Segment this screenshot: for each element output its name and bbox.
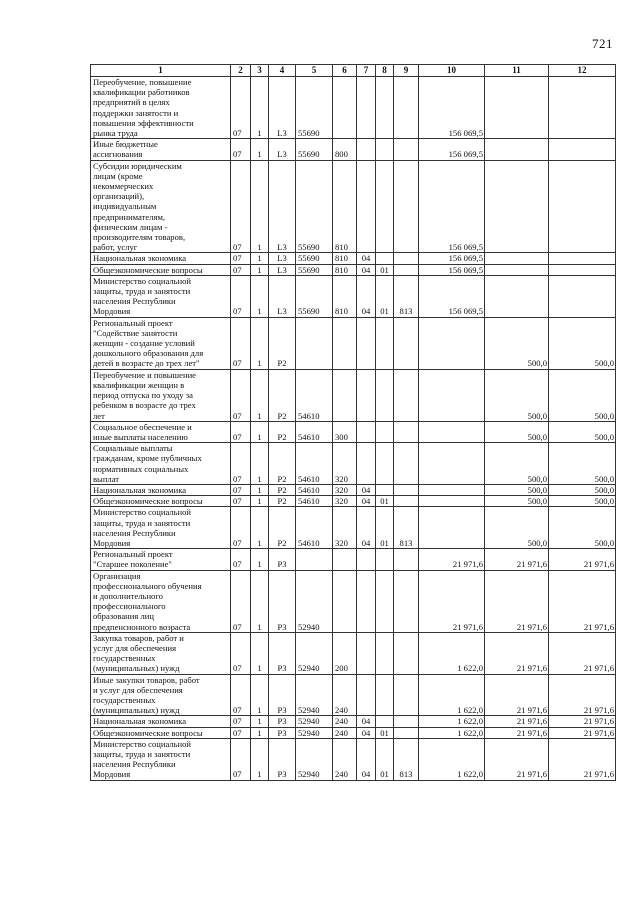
- column-header-12: 12: [549, 65, 616, 77]
- cell-col-11: 21 971,6: [485, 549, 549, 570]
- cell-col-2: 07: [231, 570, 251, 632]
- cell-col-8: [376, 674, 394, 716]
- row-label: Национальная экономика: [91, 484, 231, 495]
- cell-col-4: P3: [269, 716, 296, 727]
- cell-col-5: 54610: [296, 484, 333, 495]
- cell-col-3: 1: [251, 674, 269, 716]
- table-row: [91, 421, 616, 442]
- cell-col-12: 500,0: [549, 507, 616, 549]
- cell-col-10: [419, 421, 485, 442]
- cell-col-8: [376, 317, 394, 369]
- table-row: [91, 369, 616, 421]
- cell-col-10: 156 069,5: [419, 264, 485, 275]
- cell-col-8: 01: [376, 738, 394, 780]
- cell-col-10: 156 069,5: [419, 77, 485, 139]
- row-label: Иные закупки товаров, работ и услуг для обеспечения государственных (муниципальных) нужд: [91, 674, 231, 716]
- row-label: Министерство социальной защиты, труда и занятости населения Республики Мордовия: [91, 507, 231, 549]
- table-row: [91, 275, 616, 317]
- cell-col-3: 1: [251, 570, 269, 632]
- cell-col-2: 07: [231, 674, 251, 716]
- cell-col-3: 1: [251, 253, 269, 264]
- cell-col-10: [419, 507, 485, 549]
- table-row: [91, 727, 616, 738]
- cell-col-2: 07: [231, 275, 251, 317]
- cell-col-8: [376, 484, 394, 495]
- cell-col-2: 07: [231, 264, 251, 275]
- column-header-9: 9: [394, 65, 419, 77]
- cell-col-5: 52940: [296, 716, 333, 727]
- cell-col-10: [419, 496, 485, 507]
- cell-col-7: [357, 549, 376, 570]
- column-header-11: 11: [485, 65, 549, 77]
- column-header-3: 3: [251, 65, 269, 77]
- column-header-5: 5: [296, 65, 333, 77]
- row-label: Переобучение, повышение квалификации работников предприятий в целях поддержки занятости и повышения эффективности рынка труда: [91, 77, 231, 139]
- row-label: Закупка товаров, работ и услуг для обеспечения государственных (муниципальных) нужд: [91, 632, 231, 674]
- cell-col-7: 04: [357, 496, 376, 507]
- cell-col-6: 320: [333, 507, 357, 549]
- cell-col-10: [419, 484, 485, 495]
- cell-col-6: 810: [333, 253, 357, 264]
- cell-col-8: 01: [376, 275, 394, 317]
- cell-col-8: 01: [376, 496, 394, 507]
- cell-col-5: 52940: [296, 727, 333, 738]
- cell-col-9: [394, 77, 419, 139]
- cell-col-5: [296, 317, 333, 369]
- cell-col-9: [394, 443, 419, 485]
- cell-col-10: 1 622,0: [419, 632, 485, 674]
- cell-col-5: [296, 549, 333, 570]
- cell-col-2: 07: [231, 369, 251, 421]
- cell-col-6: [333, 77, 357, 139]
- cell-col-10: 21 971,6: [419, 570, 485, 632]
- cell-col-4: P2: [269, 484, 296, 495]
- table-row: [91, 317, 616, 369]
- row-label: Региональный проект "Старшее поколение": [91, 549, 231, 570]
- cell-col-4: L3: [269, 160, 296, 253]
- cell-col-7: 04: [357, 253, 376, 264]
- cell-col-6: 810: [333, 264, 357, 275]
- cell-col-5: 54610: [296, 369, 333, 421]
- cell-col-12: [549, 139, 616, 160]
- cell-col-5: 54610: [296, 507, 333, 549]
- cell-col-6: [333, 369, 357, 421]
- cell-col-8: [376, 443, 394, 485]
- cell-col-3: 1: [251, 275, 269, 317]
- cell-col-7: [357, 674, 376, 716]
- cell-col-9: [394, 317, 419, 369]
- cell-col-12: [549, 264, 616, 275]
- cell-col-7: [357, 317, 376, 369]
- cell-col-9: [394, 674, 419, 716]
- cell-col-7: [357, 570, 376, 632]
- cell-col-2: 07: [231, 716, 251, 727]
- cell-col-7: 04: [357, 507, 376, 549]
- cell-col-8: [376, 77, 394, 139]
- row-label: Общеэкономические вопросы: [91, 727, 231, 738]
- cell-col-8: [376, 632, 394, 674]
- table-row: [91, 507, 616, 549]
- cell-col-12: [549, 160, 616, 253]
- cell-col-12: 500,0: [549, 317, 616, 369]
- cell-col-3: 1: [251, 738, 269, 780]
- cell-col-8: [376, 570, 394, 632]
- cell-col-9: [394, 496, 419, 507]
- cell-col-11: 21 971,6: [485, 738, 549, 780]
- cell-col-3: 1: [251, 421, 269, 442]
- cell-col-2: 07: [231, 443, 251, 485]
- cell-col-2: 07: [231, 139, 251, 160]
- cell-col-12: 500,0: [549, 443, 616, 485]
- cell-col-12: 500,0: [549, 369, 616, 421]
- cell-col-10: 156 069,5: [419, 253, 485, 264]
- table-row: [91, 549, 616, 570]
- column-header-8: 8: [376, 65, 394, 77]
- cell-col-5: 55690: [296, 139, 333, 160]
- table-row: [91, 160, 616, 253]
- cell-col-12: 21 971,6: [549, 570, 616, 632]
- cell-col-12: 21 971,6: [549, 674, 616, 716]
- cell-col-5: 52940: [296, 632, 333, 674]
- cell-col-6: 800: [333, 139, 357, 160]
- cell-col-11: 21 971,6: [485, 632, 549, 674]
- cell-col-4: L3: [269, 139, 296, 160]
- budget-table: [90, 64, 616, 781]
- cell-col-4: P3: [269, 674, 296, 716]
- table-row: [91, 632, 616, 674]
- cell-col-5: 54610: [296, 421, 333, 442]
- row-label: Социальные выплаты гражданам, кроме публичных нормативных социальных выплат: [91, 443, 231, 485]
- cell-col-9: 813: [394, 507, 419, 549]
- cell-col-10: [419, 443, 485, 485]
- cell-col-10: 1 622,0: [419, 727, 485, 738]
- cell-col-5: 55690: [296, 275, 333, 317]
- cell-col-7: [357, 139, 376, 160]
- cell-col-7: [357, 77, 376, 139]
- cell-col-10: 156 069,5: [419, 139, 485, 160]
- cell-col-6: 810: [333, 275, 357, 317]
- cell-col-9: [394, 139, 419, 160]
- cell-col-3: 1: [251, 716, 269, 727]
- cell-col-5: 52940: [296, 674, 333, 716]
- cell-col-2: 07: [231, 77, 251, 139]
- cell-col-11: [485, 264, 549, 275]
- cell-col-9: [394, 253, 419, 264]
- cell-col-6: 200: [333, 632, 357, 674]
- cell-col-12: 500,0: [549, 484, 616, 495]
- cell-col-4: P2: [269, 496, 296, 507]
- cell-col-3: 1: [251, 139, 269, 160]
- table-row: [91, 253, 616, 264]
- cell-col-2: 07: [231, 496, 251, 507]
- cell-col-8: [376, 160, 394, 253]
- cell-col-4: P2: [269, 421, 296, 442]
- page-number: 721: [592, 36, 613, 51]
- cell-col-10: [419, 317, 485, 369]
- cell-col-7: 04: [357, 264, 376, 275]
- cell-col-11: 500,0: [485, 369, 549, 421]
- cell-col-5: 52940: [296, 738, 333, 780]
- cell-col-3: 1: [251, 507, 269, 549]
- cell-col-5: 55690: [296, 77, 333, 139]
- header-row: [91, 65, 616, 77]
- cell-col-8: 01: [376, 507, 394, 549]
- cell-col-7: 04: [357, 738, 376, 780]
- cell-col-5: 55690: [296, 160, 333, 253]
- column-header-7: 7: [357, 65, 376, 77]
- cell-col-7: [357, 369, 376, 421]
- cell-col-4: P3: [269, 727, 296, 738]
- cell-col-7: [357, 421, 376, 442]
- cell-col-4: P3: [269, 632, 296, 674]
- cell-col-5: 52940: [296, 570, 333, 632]
- cell-col-7: [357, 160, 376, 253]
- cell-col-7: [357, 443, 376, 485]
- cell-col-3: 1: [251, 496, 269, 507]
- cell-col-11: [485, 275, 549, 317]
- row-label: Региональный проект "Содействие занятости женщин - создание условий дошкольного образования для детей в возрасте до трех лет": [91, 317, 231, 369]
- cell-col-10: 156 069,5: [419, 275, 485, 317]
- cell-col-4: L3: [269, 77, 296, 139]
- cell-col-12: 500,0: [549, 421, 616, 442]
- row-label: Министерство социальной защиты, труда и занятости населения Республики Мордовия: [91, 275, 231, 317]
- cell-col-3: 1: [251, 727, 269, 738]
- row-label: Общеэкономические вопросы: [91, 264, 231, 275]
- cell-col-6: 810: [333, 160, 357, 253]
- cell-col-3: 1: [251, 317, 269, 369]
- cell-col-8: [376, 421, 394, 442]
- cell-col-3: 1: [251, 443, 269, 485]
- cell-col-3: 1: [251, 484, 269, 495]
- cell-col-9: [394, 549, 419, 570]
- cell-col-10: 1 622,0: [419, 738, 485, 780]
- cell-col-3: 1: [251, 549, 269, 570]
- table-row: [91, 674, 616, 716]
- row-label: Организация профессионального обучения и дополнительного профессионального образования лиц предпенсионного возраста: [91, 570, 231, 632]
- cell-col-3: 1: [251, 369, 269, 421]
- cell-col-10: 21 971,6: [419, 549, 485, 570]
- cell-col-11: 21 971,6: [485, 727, 549, 738]
- cell-col-5: 55690: [296, 264, 333, 275]
- cell-col-4: P2: [269, 443, 296, 485]
- cell-col-3: 1: [251, 160, 269, 253]
- cell-col-5: 54610: [296, 443, 333, 485]
- table-row: [91, 484, 616, 495]
- cell-col-9: [394, 632, 419, 674]
- cell-col-9: [394, 570, 419, 632]
- cell-col-10: 1 622,0: [419, 716, 485, 727]
- table-row: [91, 77, 616, 139]
- cell-col-11: [485, 253, 549, 264]
- cell-col-12: 21 971,6: [549, 632, 616, 674]
- row-label: Переобучение и повышение квалификации женщин в период отпуска по уходу за ребенком в возрасте до трех лет: [91, 369, 231, 421]
- cell-col-6: 300: [333, 421, 357, 442]
- column-header-10: 10: [419, 65, 485, 77]
- cell-col-12: 21 971,6: [549, 727, 616, 738]
- cell-col-9: [394, 421, 419, 442]
- cell-col-9: [394, 727, 419, 738]
- cell-col-8: [376, 716, 394, 727]
- column-header-2: 2: [231, 65, 251, 77]
- cell-col-12: 21 971,6: [549, 716, 616, 727]
- cell-col-2: 07: [231, 738, 251, 780]
- cell-col-6: 240: [333, 727, 357, 738]
- cell-col-6: 320: [333, 496, 357, 507]
- cell-col-8: [376, 139, 394, 160]
- cell-col-8: [376, 549, 394, 570]
- cell-col-4: P2: [269, 317, 296, 369]
- cell-col-2: 07: [231, 421, 251, 442]
- cell-col-2: 07: [231, 160, 251, 253]
- cell-col-5: 54610: [296, 496, 333, 507]
- cell-col-11: 500,0: [485, 496, 549, 507]
- cell-col-4: P3: [269, 549, 296, 570]
- cell-col-9: [394, 160, 419, 253]
- cell-col-5: 55690: [296, 253, 333, 264]
- cell-col-4: L3: [269, 275, 296, 317]
- cell-col-11: 500,0: [485, 421, 549, 442]
- table-row: [91, 496, 616, 507]
- cell-col-12: [549, 77, 616, 139]
- cell-col-2: 07: [231, 484, 251, 495]
- cell-col-2: 07: [231, 632, 251, 674]
- table-row: [91, 139, 616, 160]
- cell-col-3: 1: [251, 77, 269, 139]
- cell-col-8: 01: [376, 727, 394, 738]
- cell-col-4: L3: [269, 264, 296, 275]
- cell-col-11: [485, 160, 549, 253]
- cell-col-6: [333, 549, 357, 570]
- row-label: Социальное обеспечение и иные выплаты населению: [91, 421, 231, 442]
- row-label: Иные бюджетные ассигнования: [91, 139, 231, 160]
- cell-col-6: 240: [333, 674, 357, 716]
- column-header-4: 4: [269, 65, 296, 77]
- cell-col-11: [485, 139, 549, 160]
- cell-col-4: L3: [269, 253, 296, 264]
- cell-col-7: 04: [357, 727, 376, 738]
- cell-col-11: [485, 77, 549, 139]
- table-body: [91, 77, 616, 781]
- column-header-6: 6: [333, 65, 357, 77]
- row-label: Общеэкономические вопросы: [91, 496, 231, 507]
- cell-col-7: 04: [357, 716, 376, 727]
- cell-col-9: [394, 484, 419, 495]
- cell-col-10: 1 622,0: [419, 674, 485, 716]
- cell-col-3: 1: [251, 632, 269, 674]
- cell-col-11: 21 971,6: [485, 674, 549, 716]
- cell-col-11: 21 971,6: [485, 570, 549, 632]
- table-row: [91, 716, 616, 727]
- row-label: Министерство социальной защиты, труда и занятости населения Республики Мордовия: [91, 738, 231, 780]
- cell-col-9: [394, 716, 419, 727]
- cell-col-11: 500,0: [485, 507, 549, 549]
- row-label: Национальная экономика: [91, 716, 231, 727]
- cell-col-12: [549, 253, 616, 264]
- cell-col-2: 07: [231, 727, 251, 738]
- table-row: [91, 738, 616, 780]
- cell-col-9: 813: [394, 738, 419, 780]
- column-header-1: 1: [91, 65, 231, 77]
- cell-col-4: P3: [269, 738, 296, 780]
- cell-col-12: [549, 275, 616, 317]
- cell-col-11: 500,0: [485, 317, 549, 369]
- cell-col-6: 320: [333, 443, 357, 485]
- cell-col-8: 01: [376, 264, 394, 275]
- cell-col-2: 07: [231, 317, 251, 369]
- cell-col-6: [333, 570, 357, 632]
- cell-col-11: 500,0: [485, 484, 549, 495]
- cell-col-6: 240: [333, 716, 357, 727]
- table-row: [91, 443, 616, 485]
- cell-col-7: 04: [357, 484, 376, 495]
- cell-col-6: [333, 317, 357, 369]
- cell-col-8: [376, 253, 394, 264]
- cell-col-2: 07: [231, 549, 251, 570]
- cell-col-3: 1: [251, 264, 269, 275]
- cell-col-9: [394, 264, 419, 275]
- cell-col-12: 500,0: [549, 496, 616, 507]
- cell-col-4: P3: [269, 570, 296, 632]
- cell-col-9: [394, 369, 419, 421]
- cell-col-6: 240: [333, 738, 357, 780]
- cell-col-2: 07: [231, 507, 251, 549]
- cell-col-4: P2: [269, 369, 296, 421]
- row-label: Национальная экономика: [91, 253, 231, 264]
- cell-col-9: 813: [394, 275, 419, 317]
- cell-col-4: P2: [269, 507, 296, 549]
- cell-col-11: 21 971,6: [485, 716, 549, 727]
- cell-col-7: 04: [357, 275, 376, 317]
- cell-col-2: 07: [231, 253, 251, 264]
- cell-col-10: [419, 369, 485, 421]
- table-row: [91, 264, 616, 275]
- cell-col-10: 156 069,5: [419, 160, 485, 253]
- cell-col-6: 320: [333, 484, 357, 495]
- row-label: Субсидии юридическим лицам (кроме некоммерческих организаций), индивидуальным предпринимателям, физическим лицам - производителям товаров, работ, услуг: [91, 160, 231, 253]
- table-row: [91, 570, 616, 632]
- cell-col-7: [357, 632, 376, 674]
- cell-col-12: 21 971,6: [549, 549, 616, 570]
- cell-col-11: 500,0: [485, 443, 549, 485]
- cell-col-12: 21 971,6: [549, 738, 616, 780]
- cell-col-8: [376, 369, 394, 421]
